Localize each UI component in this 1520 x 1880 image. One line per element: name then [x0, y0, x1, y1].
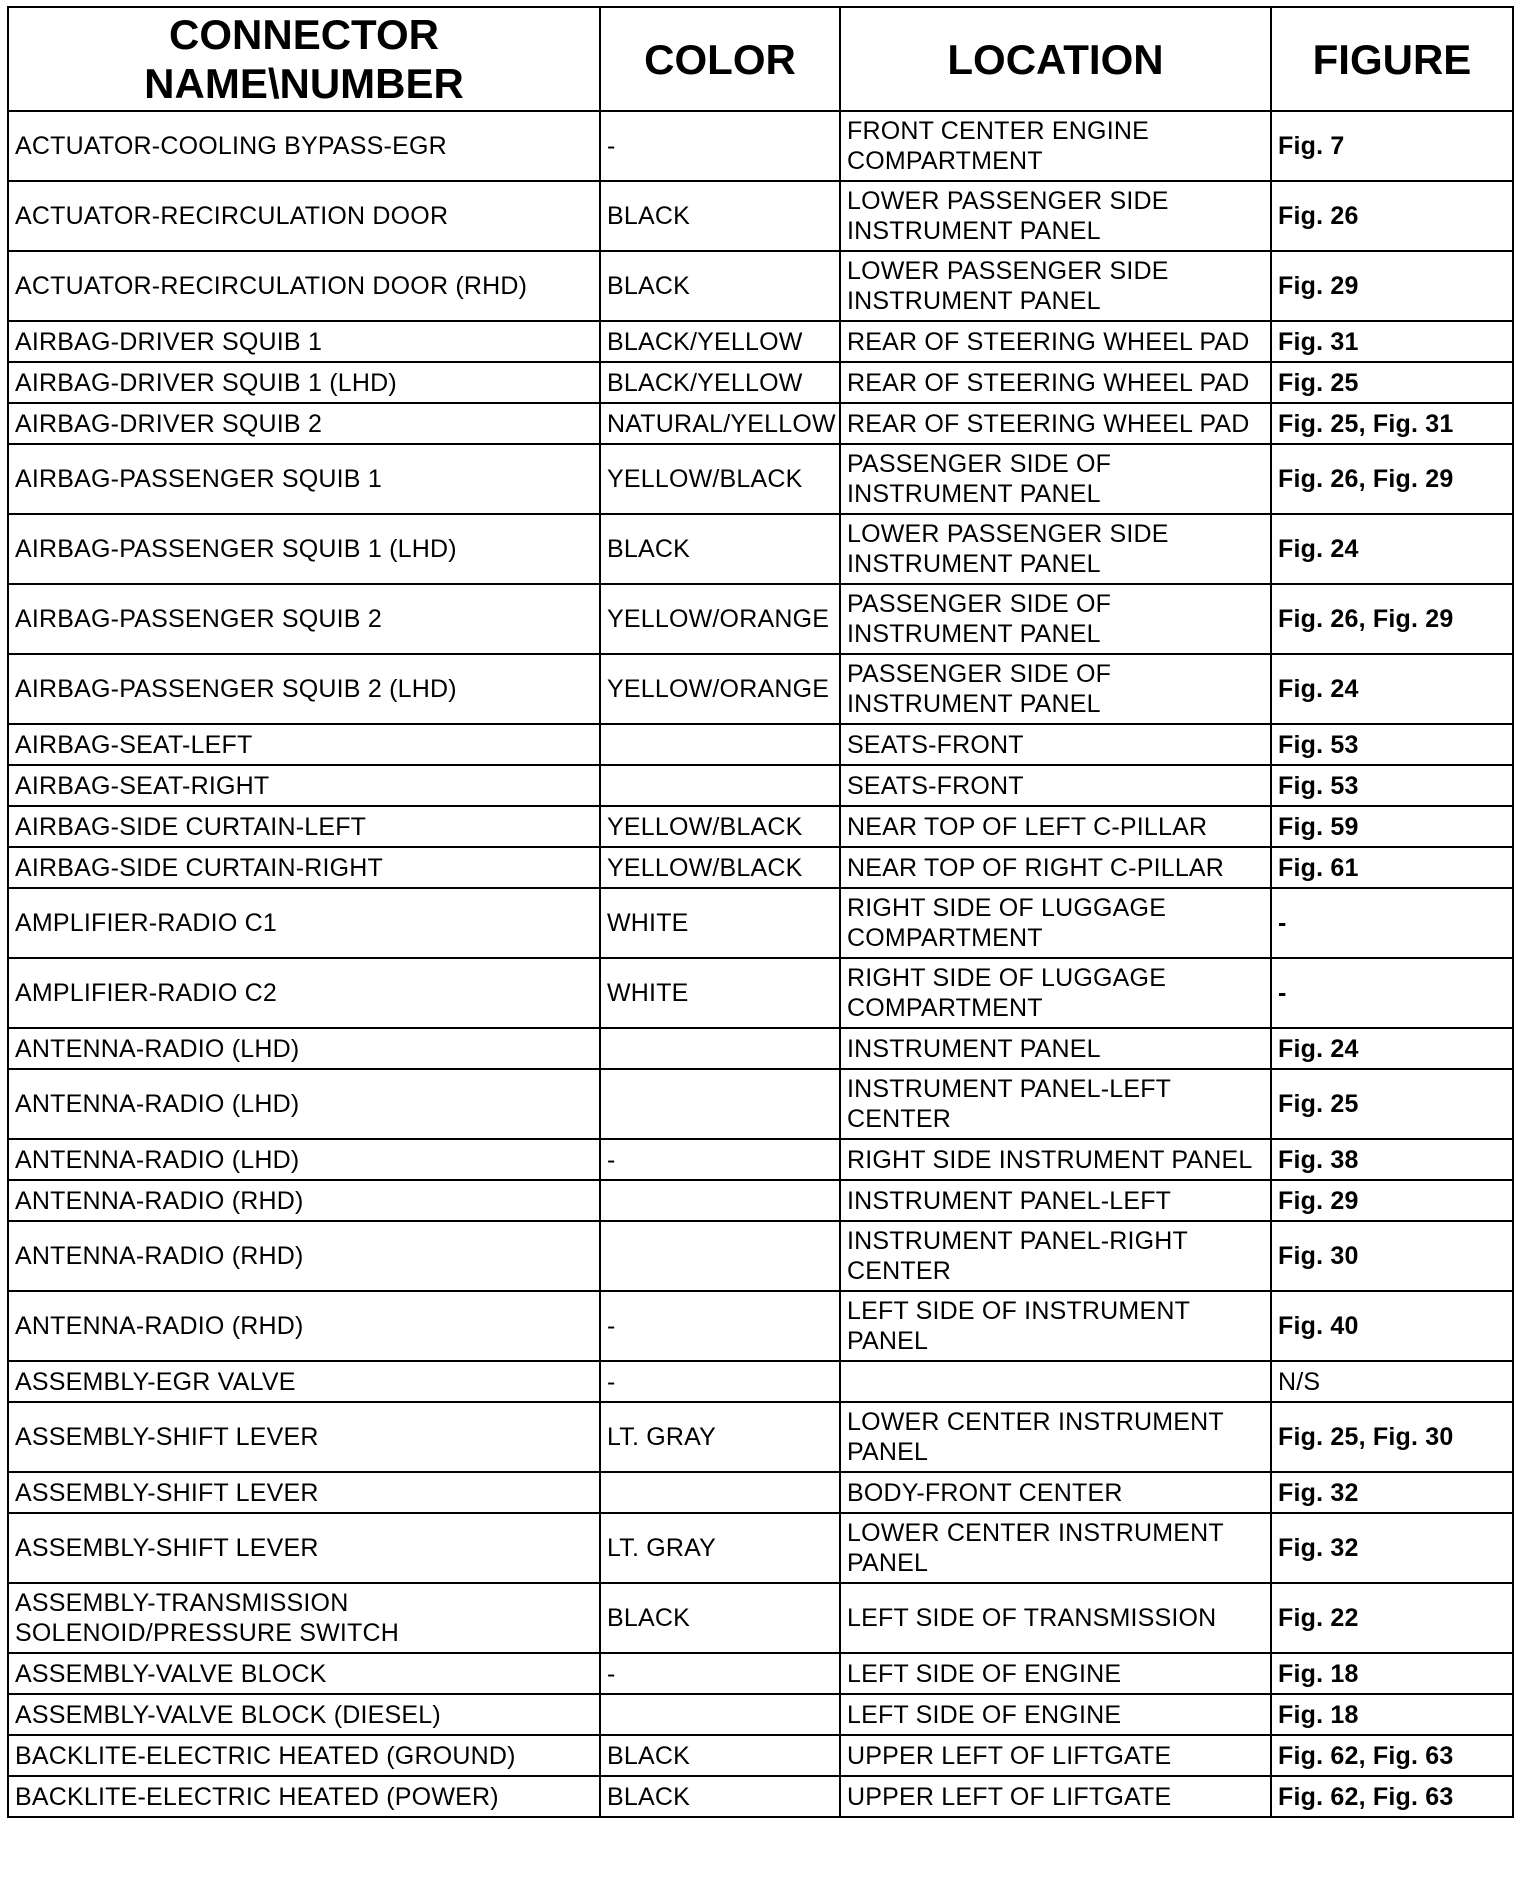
cell-location: BODY-FRONT CENTER	[840, 1472, 1271, 1513]
cell-name: ANTENNA-RADIO (LHD)	[8, 1069, 600, 1139]
cell-color: YELLOW/BLACK	[600, 847, 840, 888]
cell-location: LOWER CENTER INSTRUMENT PANEL	[840, 1402, 1271, 1472]
table-row	[8, 1291, 1513, 1361]
cell-figure: Fig. 24	[1271, 654, 1513, 724]
cell-figure: -	[1271, 888, 1513, 958]
cell-name: ACTUATOR-RECIRCULATION DOOR (RHD)	[8, 251, 600, 321]
table-row	[8, 1069, 1513, 1139]
cell-location: LEFT SIDE OF TRANSMISSION	[840, 1583, 1271, 1653]
cell-figure: Fig. 40	[1271, 1291, 1513, 1361]
cell-name: AIRBAG-PASSENGER SQUIB 2	[8, 584, 600, 654]
table-row	[8, 1028, 1513, 1069]
cell-figure: Fig. 32	[1271, 1472, 1513, 1513]
cell-figure: Fig. 53	[1271, 765, 1513, 806]
cell-figure: Fig. 25, Fig. 30	[1271, 1402, 1513, 1472]
table-row	[8, 888, 1513, 958]
cell-figure: Fig. 24	[1271, 1028, 1513, 1069]
table-row	[8, 444, 1513, 514]
cell-figure: Fig. 38	[1271, 1139, 1513, 1180]
cell-name: AIRBAG-SEAT-LEFT	[8, 724, 600, 765]
cell-location: REAR OF STEERING WHEEL PAD	[840, 403, 1271, 444]
cell-location: RIGHT SIDE OF LUGGAGE COMPARTMENT	[840, 958, 1271, 1028]
cell-color	[600, 1180, 840, 1221]
cell-location	[840, 1361, 1271, 1402]
cell-color	[600, 765, 840, 806]
table-row	[8, 1776, 1513, 1817]
cell-figure: Fig. 53	[1271, 724, 1513, 765]
cell-color: BLACK	[600, 1776, 840, 1817]
cell-location: SEATS-FRONT	[840, 765, 1271, 806]
table-row	[8, 111, 1513, 181]
cell-color: -	[600, 1139, 840, 1180]
cell-name: ASSEMBLY-EGR VALVE	[8, 1361, 600, 1402]
table-row	[8, 1583, 1513, 1653]
cell-figure: Fig. 29	[1271, 1180, 1513, 1221]
cell-name: AIRBAG-PASSENGER SQUIB 1	[8, 444, 600, 514]
cell-name: AIRBAG-PASSENGER SQUIB 2 (LHD)	[8, 654, 600, 724]
header-row	[8, 7, 1513, 111]
cell-color	[600, 1694, 840, 1735]
cell-color: YELLOW/ORANGE	[600, 654, 840, 724]
cell-figure: Fig. 30	[1271, 1221, 1513, 1291]
table-row	[8, 765, 1513, 806]
cell-color: LT. GRAY	[600, 1513, 840, 1583]
table-row	[8, 1139, 1513, 1180]
cell-location: PASSENGER SIDE OF INSTRUMENT PANEL	[840, 584, 1271, 654]
cell-figure: Fig. 62, Fig. 63	[1271, 1776, 1513, 1817]
cell-name: AIRBAG-PASSENGER SQUIB 1 (LHD)	[8, 514, 600, 584]
table-row	[8, 847, 1513, 888]
header-figure: FIGURE	[1271, 7, 1513, 111]
cell-color: YELLOW/BLACK	[600, 806, 840, 847]
cell-figure: Fig. 22	[1271, 1583, 1513, 1653]
table-row	[8, 1472, 1513, 1513]
cell-figure: Fig. 26, Fig. 29	[1271, 444, 1513, 514]
cell-location: LOWER CENTER INSTRUMENT PANEL	[840, 1513, 1271, 1583]
cell-name: ASSEMBLY-TRANSMISSION SOLENOID/PRESSURE SWITCH	[8, 1583, 600, 1653]
cell-location: LEFT SIDE OF ENGINE	[840, 1694, 1271, 1735]
cell-color	[600, 1069, 840, 1139]
cell-figure: Fig. 24	[1271, 514, 1513, 584]
cell-location: PASSENGER SIDE OF INSTRUMENT PANEL	[840, 444, 1271, 514]
table-row	[8, 1513, 1513, 1583]
cell-location: RIGHT SIDE OF LUGGAGE COMPARTMENT	[840, 888, 1271, 958]
cell-color: BLACK/YELLOW	[600, 362, 840, 403]
cell-location: INSTRUMENT PANEL	[840, 1028, 1271, 1069]
cell-location: REAR OF STEERING WHEEL PAD	[840, 321, 1271, 362]
cell-name: AIRBAG-SIDE CURTAIN-LEFT	[8, 806, 600, 847]
cell-color: BLACK	[600, 1583, 840, 1653]
cell-name: AIRBAG-SIDE CURTAIN-RIGHT	[8, 847, 600, 888]
header-color: COLOR	[600, 7, 840, 111]
cell-color: -	[600, 111, 840, 181]
table-row	[8, 1735, 1513, 1776]
cell-name: ANTENNA-RADIO (LHD)	[8, 1028, 600, 1069]
cell-location: FRONT CENTER ENGINE COMPARTMENT	[840, 111, 1271, 181]
cell-name: AIRBAG-SEAT-RIGHT	[8, 765, 600, 806]
cell-location: UPPER LEFT OF LIFTGATE	[840, 1776, 1271, 1817]
cell-location: LOWER PASSENGER SIDE INSTRUMENT PANEL	[840, 181, 1271, 251]
cell-figure: Fig. 26, Fig. 29	[1271, 584, 1513, 654]
cell-name: BACKLITE-ELECTRIC HEATED (GROUND)	[8, 1735, 600, 1776]
table-row	[8, 1361, 1513, 1402]
table-row	[8, 724, 1513, 765]
cell-color: BLACK	[600, 251, 840, 321]
cell-name: ASSEMBLY-SHIFT LEVER	[8, 1513, 600, 1583]
cell-figure: Fig. 18	[1271, 1694, 1513, 1735]
table-row	[8, 654, 1513, 724]
cell-location: LOWER PASSENGER SIDE INSTRUMENT PANEL	[840, 514, 1271, 584]
cell-name: AIRBAG-DRIVER SQUIB 1 (LHD)	[8, 362, 600, 403]
cell-name: ASSEMBLY-VALVE BLOCK (DIESEL)	[8, 1694, 600, 1735]
cell-color: WHITE	[600, 888, 840, 958]
cell-name: ASSEMBLY-SHIFT LEVER	[8, 1402, 600, 1472]
cell-name: ANTENNA-RADIO (RHD)	[8, 1291, 600, 1361]
cell-name: AMPLIFIER-RADIO C2	[8, 958, 600, 1028]
table-row	[8, 514, 1513, 584]
cell-figure: -	[1271, 958, 1513, 1028]
cell-name: ACTUATOR-RECIRCULATION DOOR	[8, 181, 600, 251]
connector-table	[7, 6, 1514, 1818]
cell-color	[600, 1221, 840, 1291]
cell-location: LOWER PASSENGER SIDE INSTRUMENT PANEL	[840, 251, 1271, 321]
cell-name: ANTENNA-RADIO (RHD)	[8, 1180, 600, 1221]
table-row	[8, 1180, 1513, 1221]
cell-location: LEFT SIDE OF INSTRUMENT PANEL	[840, 1291, 1271, 1361]
cell-location: RIGHT SIDE INSTRUMENT PANEL	[840, 1139, 1271, 1180]
cell-location: NEAR TOP OF RIGHT C-PILLAR	[840, 847, 1271, 888]
table-row	[8, 321, 1513, 362]
cell-figure: Fig. 29	[1271, 251, 1513, 321]
cell-figure: Fig. 62, Fig. 63	[1271, 1735, 1513, 1776]
table-row	[8, 362, 1513, 403]
table-row	[8, 806, 1513, 847]
cell-location: INSTRUMENT PANEL-LEFT	[840, 1180, 1271, 1221]
cell-color: -	[600, 1361, 840, 1402]
cell-figure: N/S	[1271, 1361, 1513, 1402]
cell-name: ASSEMBLY-SHIFT LEVER	[8, 1472, 600, 1513]
cell-color: BLACK	[600, 1735, 840, 1776]
header-location: LOCATION	[840, 7, 1271, 111]
cell-color: BLACK/YELLOW	[600, 321, 840, 362]
cell-name: AIRBAG-DRIVER SQUIB 1	[8, 321, 600, 362]
cell-figure: Fig. 59	[1271, 806, 1513, 847]
cell-figure: Fig. 61	[1271, 847, 1513, 888]
table-row	[8, 958, 1513, 1028]
table-row	[8, 181, 1513, 251]
cell-color: BLACK	[600, 514, 840, 584]
cell-location: REAR OF STEERING WHEEL PAD	[840, 362, 1271, 403]
cell-location: SEATS-FRONT	[840, 724, 1271, 765]
cell-color	[600, 1472, 840, 1513]
cell-location: NEAR TOP OF LEFT C-PILLAR	[840, 806, 1271, 847]
cell-figure: Fig. 7	[1271, 111, 1513, 181]
cell-figure: Fig. 31	[1271, 321, 1513, 362]
table-row	[8, 251, 1513, 321]
cell-location: LEFT SIDE OF ENGINE	[840, 1653, 1271, 1694]
cell-location: PASSENGER SIDE OF INSTRUMENT PANEL	[840, 654, 1271, 724]
table-row	[8, 1402, 1513, 1472]
cell-location: UPPER LEFT OF LIFTGATE	[840, 1735, 1271, 1776]
cell-color: NATURAL/YELLOW	[600, 403, 840, 444]
cell-color: -	[600, 1291, 840, 1361]
cell-name: BACKLITE-ELECTRIC HEATED (POWER)	[8, 1776, 600, 1817]
cell-figure: Fig. 18	[1271, 1653, 1513, 1694]
table-row	[8, 403, 1513, 444]
cell-figure: Fig. 26	[1271, 181, 1513, 251]
cell-location: INSTRUMENT PANEL-RIGHT CENTER	[840, 1221, 1271, 1291]
cell-figure: Fig. 25	[1271, 1069, 1513, 1139]
cell-name: ACTUATOR-COOLING BYPASS-EGR	[8, 111, 600, 181]
cell-name: AIRBAG-DRIVER SQUIB 2	[8, 403, 600, 444]
cell-color: -	[600, 1653, 840, 1694]
cell-figure: Fig. 32	[1271, 1513, 1513, 1583]
cell-name: AMPLIFIER-RADIO C1	[8, 888, 600, 958]
cell-color: LT. GRAY	[600, 1402, 840, 1472]
table-row	[8, 1221, 1513, 1291]
table-row	[8, 1653, 1513, 1694]
cell-location: INSTRUMENT PANEL-LEFT CENTER	[840, 1069, 1271, 1139]
cell-color: BLACK	[600, 181, 840, 251]
cell-color	[600, 1028, 840, 1069]
cell-color	[600, 724, 840, 765]
cell-figure: Fig. 25, Fig. 31	[1271, 403, 1513, 444]
cell-color: YELLOW/ORANGE	[600, 584, 840, 654]
table-row	[8, 1694, 1513, 1735]
header-connector-name: CONNECTOR NAME\NUMBER	[8, 7, 600, 111]
cell-name: ANTENNA-RADIO (RHD)	[8, 1221, 600, 1291]
cell-name: ASSEMBLY-VALVE BLOCK	[8, 1653, 600, 1694]
cell-color: YELLOW/BLACK	[600, 444, 840, 514]
cell-figure: Fig. 25	[1271, 362, 1513, 403]
cell-color: WHITE	[600, 958, 840, 1028]
table-row	[8, 584, 1513, 654]
cell-name: ANTENNA-RADIO (LHD)	[8, 1139, 600, 1180]
